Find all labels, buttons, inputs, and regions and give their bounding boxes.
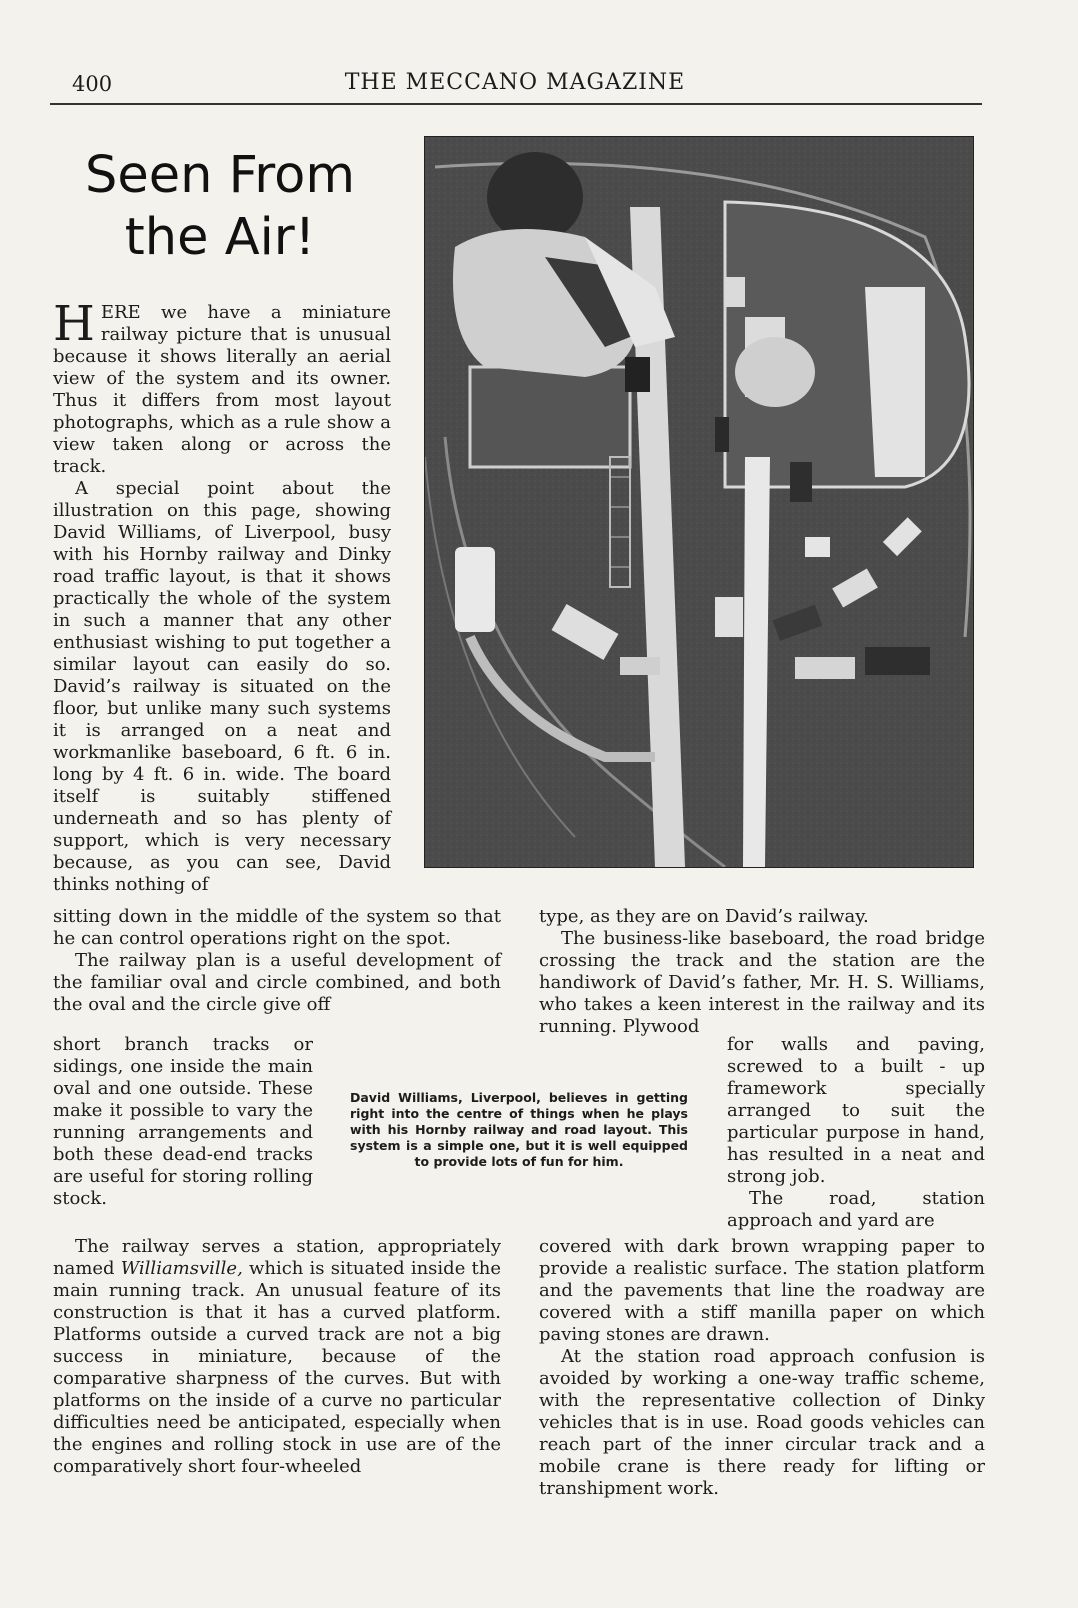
station-text-end: which is situated inside the main running track. An unusual feature of its construction is that it has a curved platform. Platforms outside a curved track are not a big success in miniature, because of the comparative sharpness of the curves. But with platforms on the inside of a curve no particular difficulties need be anticipated, especially when the engines and rolling stock in use are of the comparatively short four-wheeled <box>53 1258 501 1477</box>
article-column-narrow-left <box>53 1034 313 1210</box>
paragraph-plywood: for walls and paving, screwed to a built - up framework specially arranged to suit the particular purpose in hand, has resulted in a neat and strong job. <box>727 1034 985 1187</box>
station-name: Williamsville, <box>120 1258 243 1279</box>
paragraph-sitting-down: sitting down in the middle of the system so that he can control operations right on the spot. <box>53 906 501 949</box>
article-column-station <box>53 1236 501 1478</box>
header-rule <box>50 103 982 105</box>
station-text-start: The railway serves a station, appropriately named <box>53 1236 501 1279</box>
headline-line-1: Seen From <box>84 146 356 205</box>
aerial-layout-photo <box>424 136 974 868</box>
paragraph-branch-tracks: short branch tracks or sidings, one inside the main oval and one outside. These make it possible to vary the running arrangements and both these dead-end tracks are useful for storing rolling stock. <box>53 1034 313 1209</box>
article-column-right-top <box>539 906 985 1038</box>
paragraph-railway-plan: The railway plan is a useful development of the familiar oval and circle combined, and both the oval and the circle give off <box>53 950 501 1015</box>
paragraph-road-surface: covered with dark brown wrapping paper to provide a realistic surface. The station platform and the pavements that line the roadway are covered with a stiff manilla paper on which paving stones are drawn. <box>539 1236 985 1345</box>
paragraph-station <box>53 1236 501 1478</box>
magazine-title: THE MECCANO MAGAZINE <box>344 70 686 95</box>
article-column-right-bottom <box>539 1236 985 1500</box>
paragraph-type: type, as they are on David’s railway. <box>539 906 869 927</box>
photo-caption: David Williams, Liverpool, believes in getting right into the centre of things when he plays with his Hornby railway and road layout. This system is a simple one, but it is well equipped to provide lots of fun for him. <box>350 1090 688 1169</box>
page-number: 400 <box>72 72 113 96</box>
article-column-continued <box>53 906 501 1016</box>
paragraph-special-point: A special point about the illustration on this page, showing David Williams, of Liverpool, busy with his Hornby railway and Dinky road traffic layout, is that it shows practically the whole of the system in such a manner that any other enthusiast wishing to put together a similar layout can easily do so. David’s railway is situated on the floor, but unlike many such systems it is arranged on a neat and workmanlike baseboard, 6 ft. 6 in. long by 4 ft. 6 in. wide. The board itself is suitably stiffened underneath and so has plenty of support, which is very necessary because, as you can see, David thinks nothing of <box>53 478 391 895</box>
drop-cap: H <box>53 296 95 352</box>
paragraph-traffic: At the station road approach confusion is avoided by working a one-way traffic scheme, with the representative collection of Dinky vehicles that is in use. Road goods vehicles can reach part of the inner circular track and a mobile crane is there ready for lifting or transhipment work. <box>539 1346 985 1499</box>
paragraph-road-start: The road, station approach and yard are <box>727 1188 985 1231</box>
intro-paragraph <box>53 296 391 478</box>
paragraph-baseboard: The business-like baseboard, the road bridge crossing the track and the station are the handiwork of David’s father, Mr. H. S. Williams, who takes a keen interest in the railway and its running. Plywood <box>539 928 985 1037</box>
article-column-intro <box>53 296 391 896</box>
intro-text: ERE we have a miniature railway picture that is unusual because it shows literally an aerial view of the system and its owner. Thus it differs from most layout photographs, which as a rule show a view taken along or across the track. <box>53 302 391 477</box>
article-headline <box>55 145 385 269</box>
headline-line-2: the Air! <box>124 208 316 267</box>
article-column-narrow-right <box>727 1034 985 1232</box>
